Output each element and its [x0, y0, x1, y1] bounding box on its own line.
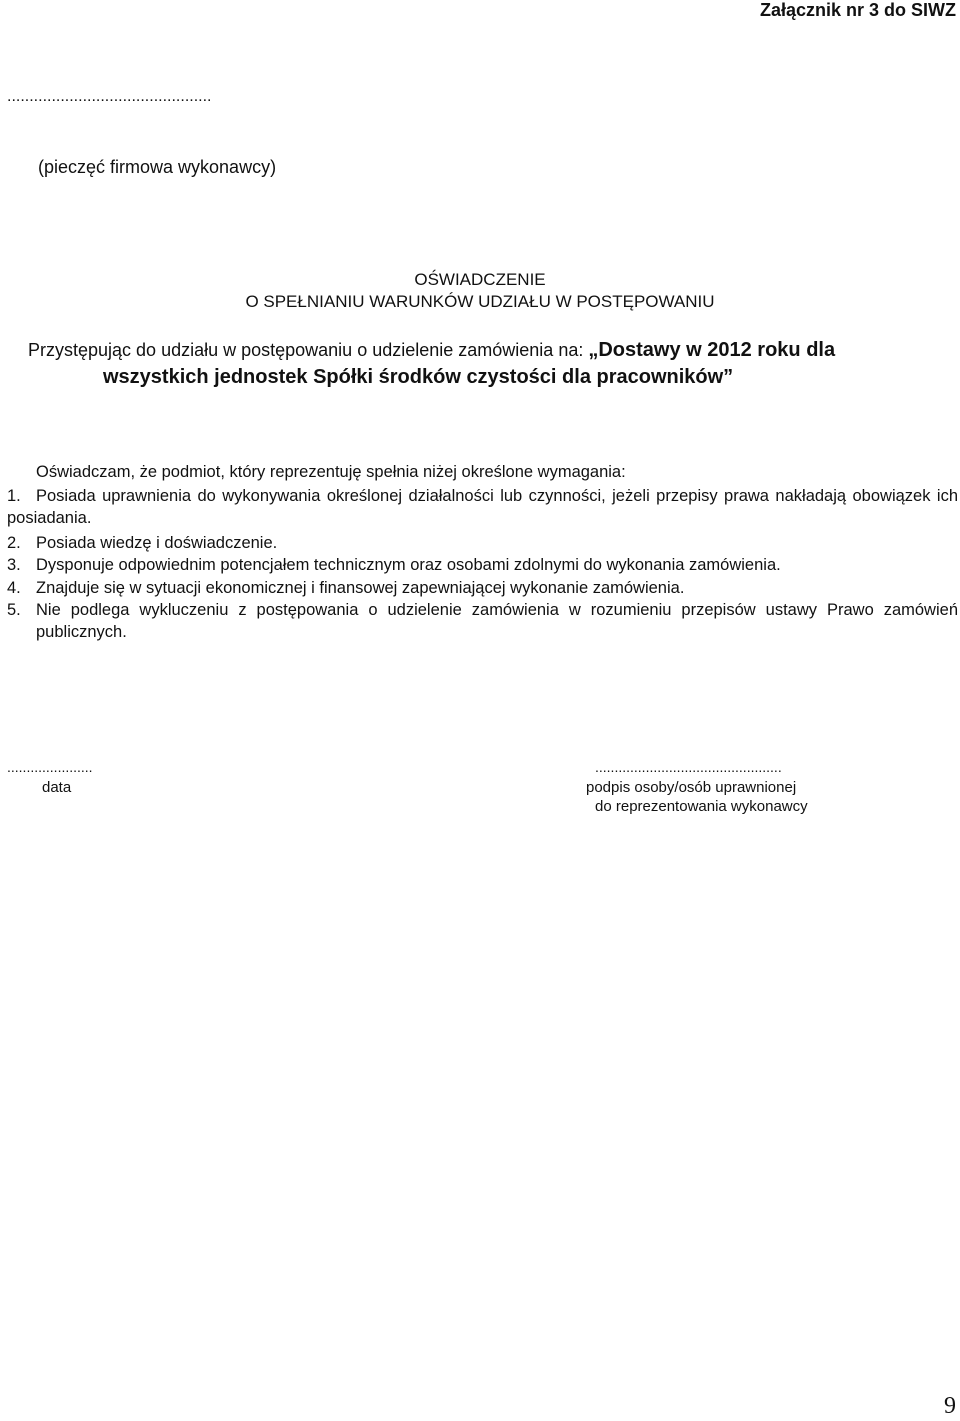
requirement-item — [7, 599, 958, 643]
requirement-number: 3. — [7, 556, 21, 574]
date-label: data — [42, 779, 72, 796]
requirement-number: 2. — [7, 534, 21, 552]
requirement-text: Dysponuje odpowiednim potencjałem technicznym oraz osobami zdolnymi do wykonania zamówienia. — [36, 556, 781, 574]
requirement-text: Posiada wiedzę i doświadczenie. — [36, 534, 278, 552]
seal-label: (pieczęć firmowa wykonawcy) — [38, 157, 277, 177]
annex-label: Załącznik nr 3 do SIWZ — [759, 0, 956, 20]
date-dotted-line: ...................... — [7, 759, 93, 775]
intro-lead: Przystępując do udziału w postępowaniu o udzielenie zamówienia na: — [28, 340, 589, 360]
requirement-text: Posiada uprawnienia do wykonywania określonej działalności lub czynności, jeżeli przepisy prawa nakładają obowiązek ich posiadania. — [7, 487, 958, 527]
subject-line-2: wszystkich jednostek Spółki środków czystości dla pracowników” — [103, 366, 734, 388]
requirement-item — [7, 485, 958, 529]
document-subtitle: O SPEŁNIANIU WARUNKÓW UDZIAŁU W POSTĘPOWANIU — [245, 292, 715, 311]
document-title: OŚWIADCZENIE — [414, 270, 546, 289]
signature-dotted-line: ................................................ — [595, 759, 782, 775]
signature-label-line-1: podpis osoby/osób uprawnionej — [586, 779, 797, 796]
subject-line-1: „Dostawy w 2012 roku dla — [588, 339, 836, 361]
requirement-text: Nie podlega wykluczeniu z postępowania o udzielenie zamówienia w rozumieniu przepisów ustawy Prawo zamówień publicznych. — [36, 601, 958, 641]
requirement-number: 1. — [7, 487, 21, 505]
requirement-text: Znajduje się w sytuacji ekonomicznej i finansowej zapewniającej wykonanie zamówienia. — [36, 579, 685, 597]
page-number: 9 — [944, 1393, 956, 1419]
intro-line — [28, 339, 835, 362]
signature-label-line-2: do reprezentowania wykonawcy — [595, 798, 808, 815]
seal-dotted-line: .............................................. — [7, 88, 212, 105]
requirement-number: 4. — [7, 579, 21, 597]
requirement-number: 5. — [7, 601, 21, 619]
declaration-lead: Oświadczam, że podmiot, który reprezentuję spełnia niżej określone wymagania: — [36, 463, 626, 481]
